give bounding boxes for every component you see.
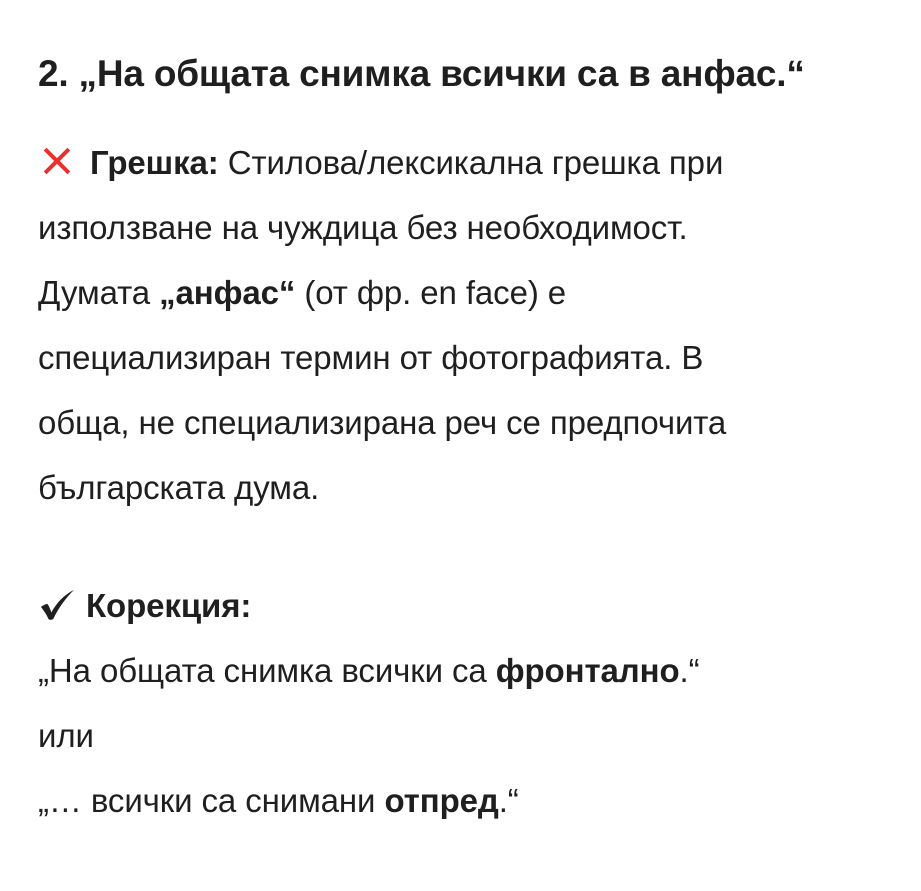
error-term: „анфас“ xyxy=(159,274,296,311)
correction-option-2-word: отпред xyxy=(384,782,499,819)
error-line-4: специализиран термин от фотографията. В xyxy=(38,339,704,376)
correction-label: Корекция: xyxy=(86,587,252,624)
correction-option-2-pre: „… всички са снимани xyxy=(38,782,385,819)
correction-option-2-post: .“ xyxy=(498,782,519,819)
correction-option-1-pre: „На общата снимка всички са xyxy=(38,652,496,689)
error-line-1-text: Стилова/лексикална грешка при xyxy=(218,144,724,181)
check-mark-icon xyxy=(38,588,76,622)
correction-header xyxy=(38,573,883,638)
error-label: Грешка: xyxy=(90,144,219,181)
error-line-3-pre: Думата xyxy=(38,274,160,311)
cross-mark-icon xyxy=(38,142,76,180)
section-heading: 2. „На общата снимка всички са в анфас.“ xyxy=(38,53,805,94)
error-line-3-post: (от фр. en face) е xyxy=(295,274,567,311)
correction-option-1-post: .“ xyxy=(679,652,700,689)
correction-section xyxy=(38,573,883,833)
correction-or: или xyxy=(38,717,94,754)
error-line-5: обща, не специализирана реч се предпочита xyxy=(38,404,727,441)
error-line-2: използване на чуждица без необходимост. xyxy=(38,209,688,246)
error-line-3 xyxy=(38,260,883,325)
error-section xyxy=(38,130,883,520)
correction-option-1-word: фронтално xyxy=(495,652,680,689)
error-line-6: българската дума. xyxy=(38,469,320,506)
correction-option-2 xyxy=(38,768,883,833)
correction-option-1 xyxy=(38,638,883,703)
error-line-1 xyxy=(38,130,883,195)
